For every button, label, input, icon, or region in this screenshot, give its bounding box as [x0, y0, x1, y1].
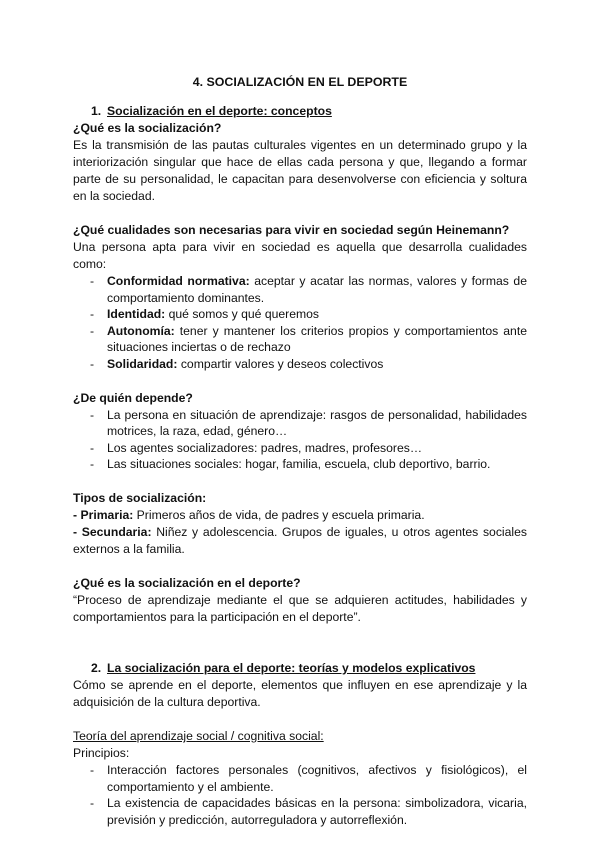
section-2-heading — [91, 660, 527, 677]
term-label: Primaria: — [80, 507, 134, 522]
term-label: Autonomía: — [107, 323, 175, 338]
list-item — [73, 273, 527, 306]
section-1-number: 1. — [91, 104, 102, 118]
list-depende — [73, 407, 527, 473]
tipo-prefix: - — [73, 524, 82, 539]
term-label: Secundaria: — [81, 524, 152, 539]
document-title: 4. SOCIALIZACIÓN EN EL DEPORTE — [192, 75, 408, 89]
term-text: compartir valores y deseos colectivos — [177, 356, 384, 371]
paragraph-cualidades-intro: Una persona apta para vivir en sociedad es aquella que desarrolla cualidades como: — [73, 240, 527, 271]
paragraph-definicion: Es la transmisión de las pautas culturales vigentes en un determinado grupo y la interiorización singular que hace de ellas cada persona y que, llegando a formar parte de su personalidad, le capacitan para desenvolverse con eficiencia y soltura en la sociedad. — [73, 138, 527, 203]
list-item: - La existencia de capacidades básicas en la persona: simbolizadora, vicaria, previsión y predicción, autorreguladora y autorreflexión. — [73, 795, 527, 828]
section-2-title: La socialización para el deporte: teorías y modelos explicativos — [107, 660, 476, 675]
section-2-number: 2. — [91, 660, 102, 675]
term-text: tener y mantener los criterios propios y comportamientos ante situaciones inciertas o de rechazo — [107, 323, 527, 355]
list-item — [73, 323, 527, 356]
section-1-heading — [91, 103, 527, 120]
list-item: - Las situaciones sociales: hogar, familia, escuela, club deportivo, barrio. — [73, 456, 527, 473]
paragraph-section-2-intro: Cómo se aprende en el deporte, elementos que influyen en ese aprendizaje y la adquisición de la cultura deportiva. — [73, 677, 527, 709]
tipo-primaria — [73, 507, 527, 524]
list-item: - Interacción factores personales (cognitivos, afectivos y fisiológicos), el comportamiento y el ambiente. — [73, 762, 527, 795]
document-body — [73, 103, 527, 828]
term-label: Conformidad normativa: — [107, 274, 250, 288]
subheading-teoria: Teoría del aprendizaje social / cognitiva social: — [73, 728, 324, 743]
tipo-prefix: - — [73, 507, 81, 522]
question-de-quien-depende: ¿De quién depende? — [73, 390, 193, 405]
question-socializacion-deporte: ¿Qué es la socialización en el deporte? — [73, 575, 301, 590]
list-item — [73, 356, 527, 373]
paragraph-cita: “Proceso de aprendizaje mediante el que se adquieren actitudes, habilidades y comportamientos para la participación en el deporte”. — [73, 592, 527, 624]
tipo-secundaria — [73, 524, 527, 558]
term-text: qué somos y qué queremos — [165, 307, 320, 322]
list-principios — [73, 762, 527, 828]
list-cualidades — [73, 273, 527, 373]
question-cualidades: ¿Qué cualidades son necesarias para vivir en sociedad según Heinemann? — [73, 223, 510, 237]
question-tipos: Tipos de socialización: — [73, 490, 207, 505]
term-label: Solidaridad: — [107, 356, 178, 371]
term-text: aceptar y acatar las normas, valores y formas de comportamiento dominantes. — [107, 274, 527, 305]
term-label: Identidad: — [107, 307, 166, 322]
term-text: Primeros años de vida, de padres y escuela primaria. — [133, 507, 425, 522]
list-item — [73, 306, 527, 323]
section-1-title: Socialización en el deporte: conceptos — [107, 104, 332, 118]
question-que-es-socializacion: ¿Qué es la socialización? — [73, 121, 222, 135]
list-item: - Los agentes socializadores: padres, madres, profesores… — [73, 440, 527, 457]
principios-label: Principios: — [73, 745, 130, 760]
list-item: - La persona en situación de aprendizaje: rasgos de personalidad, habilidades motrices, la raza, edad, género… — [73, 407, 527, 440]
term-text: Niñez y adolescencia. Grupos de iguales, u otros agentes sociales externos a la familia. — [73, 524, 527, 556]
